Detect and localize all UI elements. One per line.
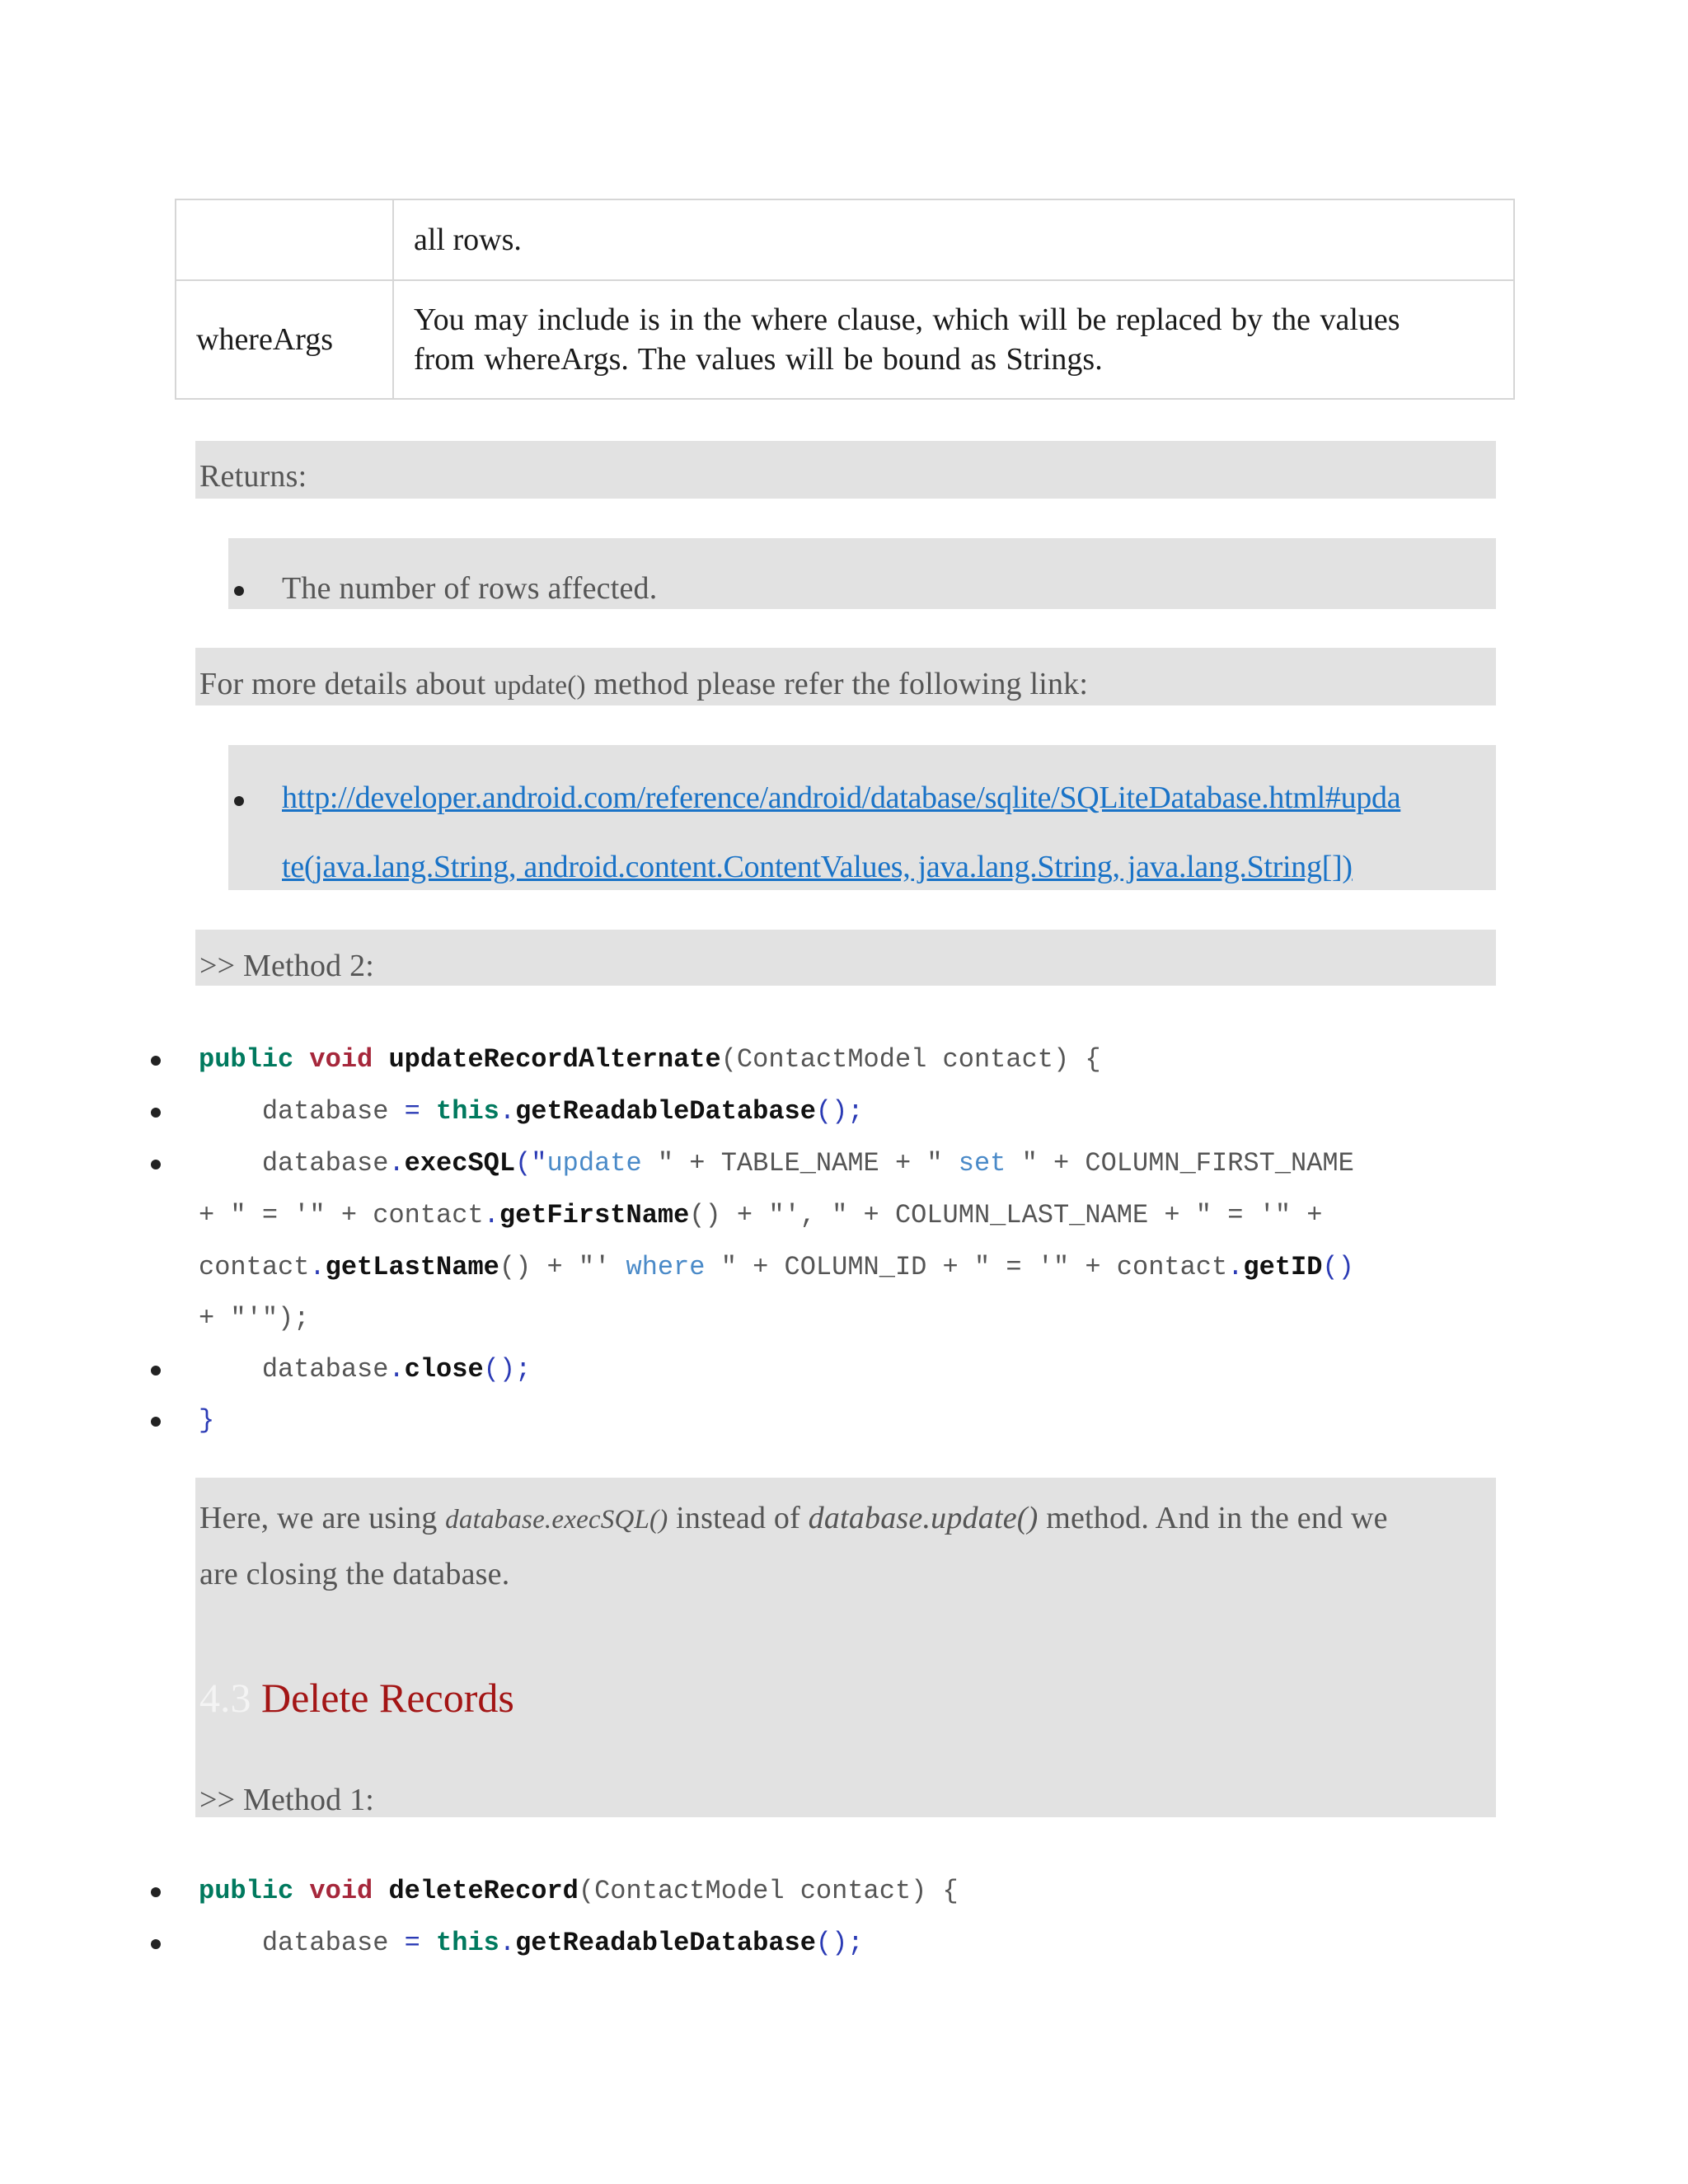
returns-item: The number of rows affected.: [282, 571, 658, 606]
details-suffix: method please refer the following link:: [585, 667, 1089, 701]
code-line: database.execSQL("update " + TABLE_NAME + " set " + COLUMN_FIRST_NAME: [199, 1148, 1354, 1179]
code-line: database = this.getReadableDatabase();: [199, 1928, 864, 1958]
section-title: Delete Records: [261, 1675, 514, 1721]
section-heading: [199, 1674, 514, 1722]
description-line: You may include is in the where clause, which will be replaced by the values: [414, 302, 1400, 337]
bullet-icon: [151, 1417, 161, 1427]
code-line: + " = '" + contact.getFirstName() + "', " + COLUMN_LAST_NAME + " = '" +: [199, 1200, 1323, 1230]
description-line: from whereArgs. The values will be bound as Strings.: [414, 342, 1103, 377]
bullet-icon: [151, 1056, 161, 1066]
explanation-line1: Here, we are using database.execSQL() instead of database.update() method. And in the end we: [199, 1501, 1388, 1535]
bullet-icon: [151, 1160, 161, 1169]
details-prefix: For more details about: [199, 667, 495, 701]
table-row: [176, 199, 1514, 280]
details-text: [199, 666, 1088, 702]
code-line: contact.getLastName() + "' where " + COLUMN_ID + " = '" + contact.getID(): [199, 1252, 1354, 1282]
param-description-cell: all rows.: [393, 199, 1514, 280]
bullet-icon: [151, 1887, 161, 1897]
bullet-icon: [234, 796, 244, 806]
code-line: public void updateRecordAlternate(ContactModel contact) {: [199, 1044, 1101, 1075]
bullet-icon: [234, 586, 244, 596]
method2-label: >> Method 2:: [199, 949, 375, 983]
code-line: }: [199, 1405, 215, 1436]
bullet-icon: [151, 1939, 161, 1949]
code-line: public void deleteRecord(ContactModel contact) {: [199, 1876, 959, 1906]
code-line: database = this.getReadableDatabase();: [199, 1096, 864, 1127]
method1-label: >> Method 1:: [199, 1783, 375, 1817]
bullet-icon: [151, 1108, 161, 1118]
table-row: [176, 280, 1514, 399]
section-number: 4.3: [199, 1675, 251, 1721]
parameter-table: [175, 199, 1515, 400]
code-line: + "'");: [199, 1303, 310, 1333]
returns-label: Returns:: [199, 459, 307, 494]
param-name-cell: [176, 199, 393, 280]
details-method: update(): [494, 671, 586, 701]
reference-link-line1[interactable]: http://developer.android.com/reference/android/database/sqlite/SQLiteDatabase.html#upda: [282, 780, 1401, 815]
returns-block: [195, 441, 1496, 499]
bullet-icon: [151, 1366, 161, 1376]
method2-block: [195, 930, 1496, 986]
reference-link-line2[interactable]: te(java.lang.String, android.content.ContentValues, java.lang.String, java.lang.String[]): [282, 850, 1353, 884]
code-line: database.close();: [199, 1354, 532, 1385]
param-name-cell: whereArgs: [176, 280, 393, 399]
explanation-line2: are closing the database.: [199, 1557, 510, 1591]
param-description-cell: [393, 280, 1514, 399]
